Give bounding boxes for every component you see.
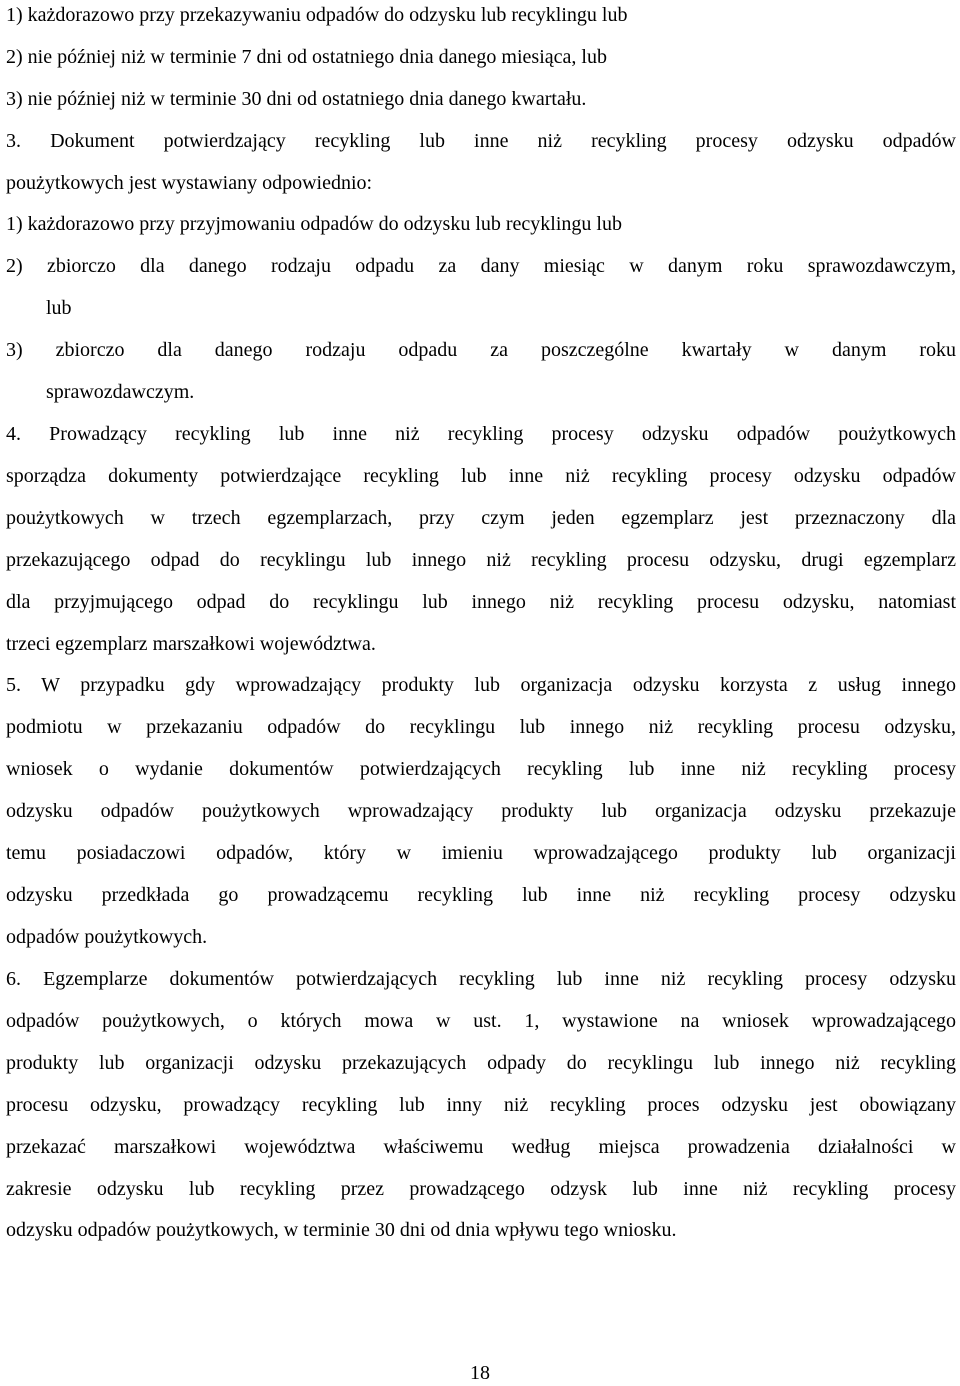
section-5-line-3: wniosek o wydanie dokumentów potwierdzających recykling lub inne niż recykling procesy (6, 758, 956, 780)
section-3-line-1: 3. Dokument potwierdzający recykling lub inne niż recykling procesy odzysku odpadów (6, 130, 956, 152)
section-5-line-1: 5. W przypadku gdy wprowadzający produkty lub organizacja odzysku korzysta z usług innego (6, 674, 956, 696)
section-4-line-1: 4. Prowadzący recykling lub inne niż recykling procesy odzysku odpadów poużytkowych (6, 423, 956, 445)
intro-list-item-3: 3) nie później niż w terminie 30 dni od ostatniego dnia danego kwartału. (6, 88, 587, 110)
section-4-line-5: dla przyjmującego odpad do recyklingu lub innego niż recykling procesu odzysku, natomiast (6, 591, 956, 613)
intro-list-item-2: 2) nie później niż w terminie 7 dni od ostatniego dnia danego miesiąca, lub (6, 46, 607, 68)
section-6-line-2: odpadów poużytkowych, o których mowa w ust. 1, wystawione na wniosek wprowadzającego (6, 1010, 956, 1032)
section-6-line-4: procesu odzysku, prowadzący recykling lub inny niż recykling proces odzysku jest obowiązany (6, 1094, 956, 1116)
section-5-line-2: podmiotu w przekazaniu odpadów do recyklingu lub innego niż recykling procesu odzysku, (6, 716, 956, 738)
section-6-line-1: 6. Egzemplarze dokumentów potwierdzających recykling lub inne niż recykling procesy odzysku (6, 968, 956, 990)
section-5-line-4: odzysku odpadów poużytkowych wprowadzający produkty lub organizacja odzysku przekazuje (6, 800, 956, 822)
section-5-line-7: odpadów poużytkowych. (6, 926, 208, 948)
section-4-line-3: poużytkowych w trzech egzemplarzach, przy czym jeden egzemplarz jest przeznaczony dla (6, 507, 956, 529)
section-3-item-1: 1) każdorazowo przy przyjmowaniu odpadów do odzysku lub recyklingu lub (6, 213, 622, 235)
section-6-line-6: zakresie odzysku lub recykling przez prowadzącego odzysk lub inne niż recykling procesy (6, 1178, 956, 1200)
section-3-item-3-cont: sprawozdawczym. (46, 381, 195, 403)
section-4-line-2: sporządza dokumenty potwierdzające recykling lub inne niż recykling procesy odzysku odpadów (6, 465, 956, 487)
section-3-line-2: poużytkowych jest wystawiany odpowiednio: (6, 172, 373, 194)
intro-list-item-1: 1) każdorazowo przy przekazywaniu odpadów do odzysku lub recyklingu lub (6, 4, 628, 26)
section-5-line-6: odzysku przedkłada go prowadzącemu recykling lub inne niż recykling procesy odzysku (6, 884, 956, 906)
section-6-line-5: przekazać marszałkowi województwa właściwemu według miejsca prowadzenia działalności w (6, 1136, 956, 1158)
section-5-line-5: temu posiadaczowi odpadów, który w imieniu wprowadzającego produkty lub organizacji (6, 842, 956, 864)
section-3-item-2-cont: lub (46, 297, 72, 319)
section-3-item-2: 2) zbiorczo dla danego rodzaju odpadu za dany miesiąc w danym roku sprawozdawczym, (6, 255, 956, 277)
section-6-line-7: odzysku odpadów poużytkowych, w terminie 30 dni od dnia wpływu tego wniosku. (6, 1219, 677, 1241)
page-number: 18 (470, 1362, 490, 1384)
section-4-line-6: trzeci egzemplarz marszałkowi województwa. (6, 633, 376, 655)
section-4-line-4: przekazującego odpad do recyklingu lub innego niż recykling procesu odzysku, drugi egzemplarz (6, 549, 956, 571)
section-3-item-3: 3) zbiorczo dla danego rodzaju odpadu za poszczególne kwartały w danym roku (6, 339, 956, 361)
section-6-line-3: produkty lub organizacji odzysku przekazujących odpady do recyklingu lub innego niż recykling (6, 1052, 956, 1074)
